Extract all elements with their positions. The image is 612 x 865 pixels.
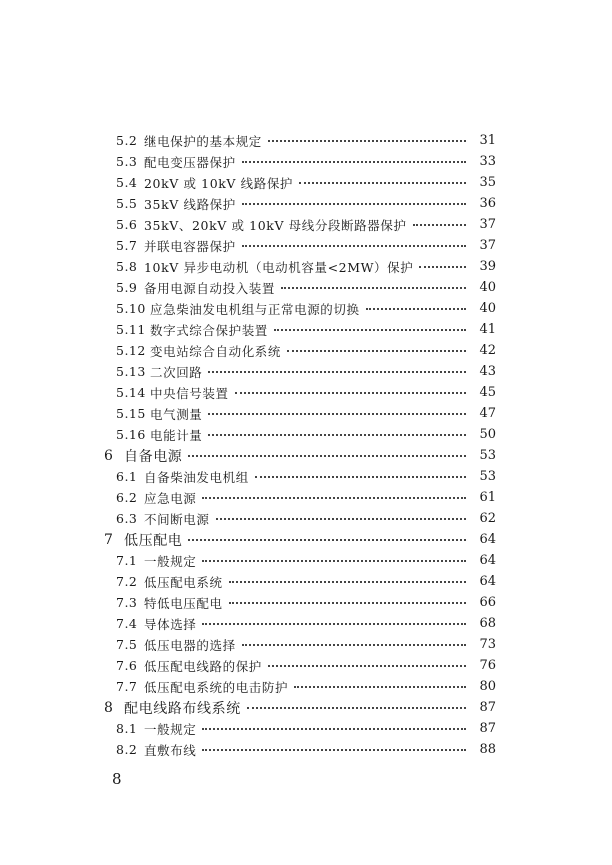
toc-leader-dots	[242, 203, 466, 205]
toc-entry-page: 43	[479, 364, 496, 379]
toc-leader-dots	[255, 476, 466, 478]
toc-entry-title: 继电保护的基本规定	[144, 133, 262, 149]
toc-entry-title: 中央信号装置	[150, 385, 229, 401]
toc-entry-number: 6.3	[116, 511, 138, 526]
toc-entry-number: 5.16	[116, 427, 146, 442]
toc-entry-number: 5.12	[116, 343, 146, 358]
toc-entry-number: 7.5	[116, 637, 138, 652]
toc-section-entry[interactable]	[0, 571, 612, 592]
toc-entry-number: 5.7	[116, 238, 138, 253]
toc-entry-page: 40	[479, 301, 496, 316]
toc-entry-page: 64	[479, 532, 496, 547]
toc-chapter-entry[interactable]	[0, 529, 612, 550]
toc-entry-page: 68	[479, 616, 496, 631]
toc-entry-page: 87	[479, 721, 496, 736]
toc-entry-title: 自备电源	[124, 448, 183, 465]
toc-leader-dots	[242, 245, 466, 247]
toc-entry-title: 10kV 异步电动机（电动机容量<2MW）保护	[144, 259, 414, 275]
toc-entry-number: 6	[104, 447, 114, 464]
toc-section-entry[interactable]	[0, 508, 612, 529]
toc-entry-title: 电气测量	[150, 406, 203, 422]
toc-leader-dots	[235, 392, 466, 394]
toc-leader-dots	[287, 350, 466, 352]
toc-entry-number: 7.3	[116, 595, 138, 610]
toc-entry-title: 二次回路	[150, 364, 203, 380]
toc-entry-page: 47	[479, 406, 496, 421]
toc-leader-dots	[242, 161, 466, 163]
toc-leader-dots	[281, 287, 466, 289]
toc-entry-title: 应急电源	[144, 490, 197, 506]
toc-entry-title: 备用电源自动投入装置	[144, 280, 276, 296]
toc-leader-dots	[299, 182, 466, 184]
toc-entry-page: 37	[479, 217, 496, 232]
toc-entry-page: 31	[479, 133, 496, 148]
toc-entry-number: 5.6	[116, 217, 138, 232]
toc-entry-number: 5.9	[116, 280, 138, 295]
toc-section-entry[interactable]	[0, 277, 612, 298]
toc-entry-title: 直敷布线	[144, 742, 197, 758]
toc-section-entry[interactable]	[0, 382, 612, 403]
toc-entry-number: 5.8	[116, 259, 138, 274]
toc-leader-dots	[366, 308, 466, 310]
toc-leader-dots	[413, 224, 466, 226]
toc-entry-number: 5.13	[116, 364, 146, 379]
toc-entry-page: 64	[479, 574, 496, 589]
toc-section-entry[interactable]	[0, 214, 612, 235]
toc-entry-page: 53	[479, 469, 496, 484]
toc-entry-number: 5.2	[116, 133, 138, 148]
toc-entry-number: 7.1	[116, 553, 138, 568]
toc-leader-dots	[202, 560, 466, 562]
toc-section-entry[interactable]	[0, 298, 612, 319]
toc-entry-number: 8.2	[116, 742, 138, 757]
toc-entry-page: 76	[479, 658, 496, 673]
toc-entry-title: 配电线路布线系统	[124, 700, 241, 717]
toc-entry-page: 80	[479, 679, 496, 694]
toc-entry-title: 并联电容器保护	[144, 238, 236, 254]
toc-entry-title: 20kV 或 10kV 线路保护	[144, 175, 294, 191]
toc-entry-title: 低压配电	[124, 532, 183, 549]
toc-entry-number: 7.7	[116, 679, 138, 694]
toc-leader-dots	[188, 455, 466, 457]
toc-entry-number: 5.3	[116, 154, 138, 169]
toc-leader-dots	[229, 581, 466, 583]
toc-entry-title: 低压配电系统的电击防护	[144, 679, 289, 695]
toc-section-entry[interactable]	[0, 340, 612, 361]
toc-entry-title: 特低电压配电	[144, 595, 223, 611]
toc-entry-title: 不间断电源	[144, 511, 210, 527]
toc-section-entry[interactable]	[0, 634, 612, 655]
toc-leader-dots	[247, 707, 466, 709]
toc-section-entry[interactable]	[0, 466, 612, 487]
toc-section-entry[interactable]	[0, 655, 612, 676]
toc-entry-number: 5.15	[116, 406, 146, 421]
toc-entry-page: 35	[479, 175, 496, 190]
toc-entry-page: 62	[479, 511, 496, 526]
toc-entry-page: 42	[479, 343, 496, 358]
toc-entry-page: 73	[479, 637, 496, 652]
toc-entry-number: 5.14	[116, 385, 146, 400]
toc-entry-title: 应急柴油发电机组与正常电源的切换	[150, 301, 360, 317]
toc-entry-number: 6.1	[116, 469, 138, 484]
toc-leader-dots	[202, 497, 466, 499]
toc-section-entry[interactable]	[0, 550, 612, 571]
toc-leader-dots	[229, 602, 466, 604]
toc-section-entry[interactable]	[0, 592, 612, 613]
toc-entry-page: 39	[479, 259, 496, 274]
toc-entry-page: 45	[479, 385, 496, 400]
toc-entry-page: 87	[479, 700, 496, 715]
toc-leader-dots	[216, 518, 466, 520]
toc-entry-title: 35kV 线路保护	[144, 196, 236, 212]
toc-leader-dots	[208, 371, 466, 373]
toc-entry-page: 33	[479, 154, 496, 169]
toc-entry-number: 8.1	[116, 721, 138, 736]
toc-entry-title: 一般规定	[144, 553, 197, 569]
toc-chapter-entry[interactable]	[0, 445, 612, 466]
toc-section-entry[interactable]	[0, 235, 612, 256]
toc-section-entry[interactable]	[0, 424, 612, 445]
toc-entry-page: 88	[479, 742, 496, 757]
toc-leader-dots	[294, 686, 466, 688]
toc-leader-dots	[268, 140, 466, 142]
toc-entry-page: 66	[479, 595, 496, 610]
toc-leader-dots	[208, 413, 466, 415]
toc-entry-page: 50	[479, 427, 496, 442]
toc-entry-title: 低压电器的选择	[144, 637, 236, 653]
toc-section-entry[interactable]	[0, 193, 612, 214]
toc-entry-number: 5.5	[116, 196, 138, 211]
toc-section-entry[interactable]	[0, 676, 612, 697]
toc-section-entry[interactable]	[0, 403, 612, 424]
toc-section-entry[interactable]	[0, 256, 612, 277]
toc-entry-number: 7.4	[116, 616, 138, 631]
toc-section-entry[interactable]	[0, 739, 612, 760]
toc-leader-dots	[242, 644, 466, 646]
toc-leader-dots	[188, 539, 466, 541]
toc-leader-dots	[268, 665, 466, 667]
toc-entry-number: 5.10	[116, 301, 146, 316]
toc-entry-number: 6.2	[116, 490, 138, 505]
page-number: 8	[112, 770, 122, 788]
toc-entry-title: 数字式综合保护装置	[150, 322, 268, 338]
toc-leader-dots	[202, 623, 466, 625]
toc-entry-page: 41	[479, 322, 496, 337]
toc-entry-page: 37	[479, 238, 496, 253]
toc-entry-title: 低压配电线路的保护	[144, 658, 262, 674]
toc-section-entry[interactable]	[0, 613, 612, 634]
toc-entry-title: 变电站综合自动化系统	[150, 343, 282, 359]
toc-entry-title: 35kV、20kV 或 10kV 母线分段断路器保护	[144, 217, 407, 233]
toc-entry-title: 低压配电系统	[144, 574, 223, 590]
toc-entry-title: 一般规定	[144, 721, 197, 737]
toc-section-entry[interactable]	[0, 172, 612, 193]
toc-entry-page: 64	[479, 553, 496, 568]
toc-entry-title: 电能计量	[150, 427, 203, 443]
table-of-contents	[0, 130, 612, 760]
toc-entry-title: 配电变压器保护	[144, 154, 236, 170]
toc-leader-dots	[274, 329, 466, 331]
toc-entry-number: 7.2	[116, 574, 138, 589]
toc-entry-page: 40	[479, 280, 496, 295]
toc-chapter-entry[interactable]	[0, 697, 612, 718]
toc-entry-page: 61	[479, 490, 496, 505]
toc-entry-page: 53	[479, 448, 496, 463]
toc-leader-dots	[419, 266, 466, 268]
toc-section-entry[interactable]	[0, 718, 612, 739]
toc-section-entry[interactable]	[0, 487, 612, 508]
toc-leader-dots	[202, 749, 466, 751]
toc-entry-number: 8	[104, 699, 114, 716]
toc-entry-title: 导体选择	[144, 616, 197, 632]
toc-section-entry[interactable]	[0, 361, 612, 382]
toc-section-entry[interactable]	[0, 151, 612, 172]
toc-section-entry[interactable]	[0, 319, 612, 340]
toc-section-entry[interactable]	[0, 130, 612, 151]
toc-entry-title: 自备柴油发电机组	[144, 469, 249, 485]
toc-leader-dots	[202, 728, 466, 730]
toc-entry-number: 5.4	[116, 175, 138, 190]
toc-leader-dots	[208, 434, 466, 436]
toc-entry-number: 7.6	[116, 658, 138, 673]
toc-entry-number: 7	[104, 531, 114, 548]
toc-entry-number: 5.11	[116, 322, 146, 337]
toc-entry-page: 36	[479, 196, 496, 211]
